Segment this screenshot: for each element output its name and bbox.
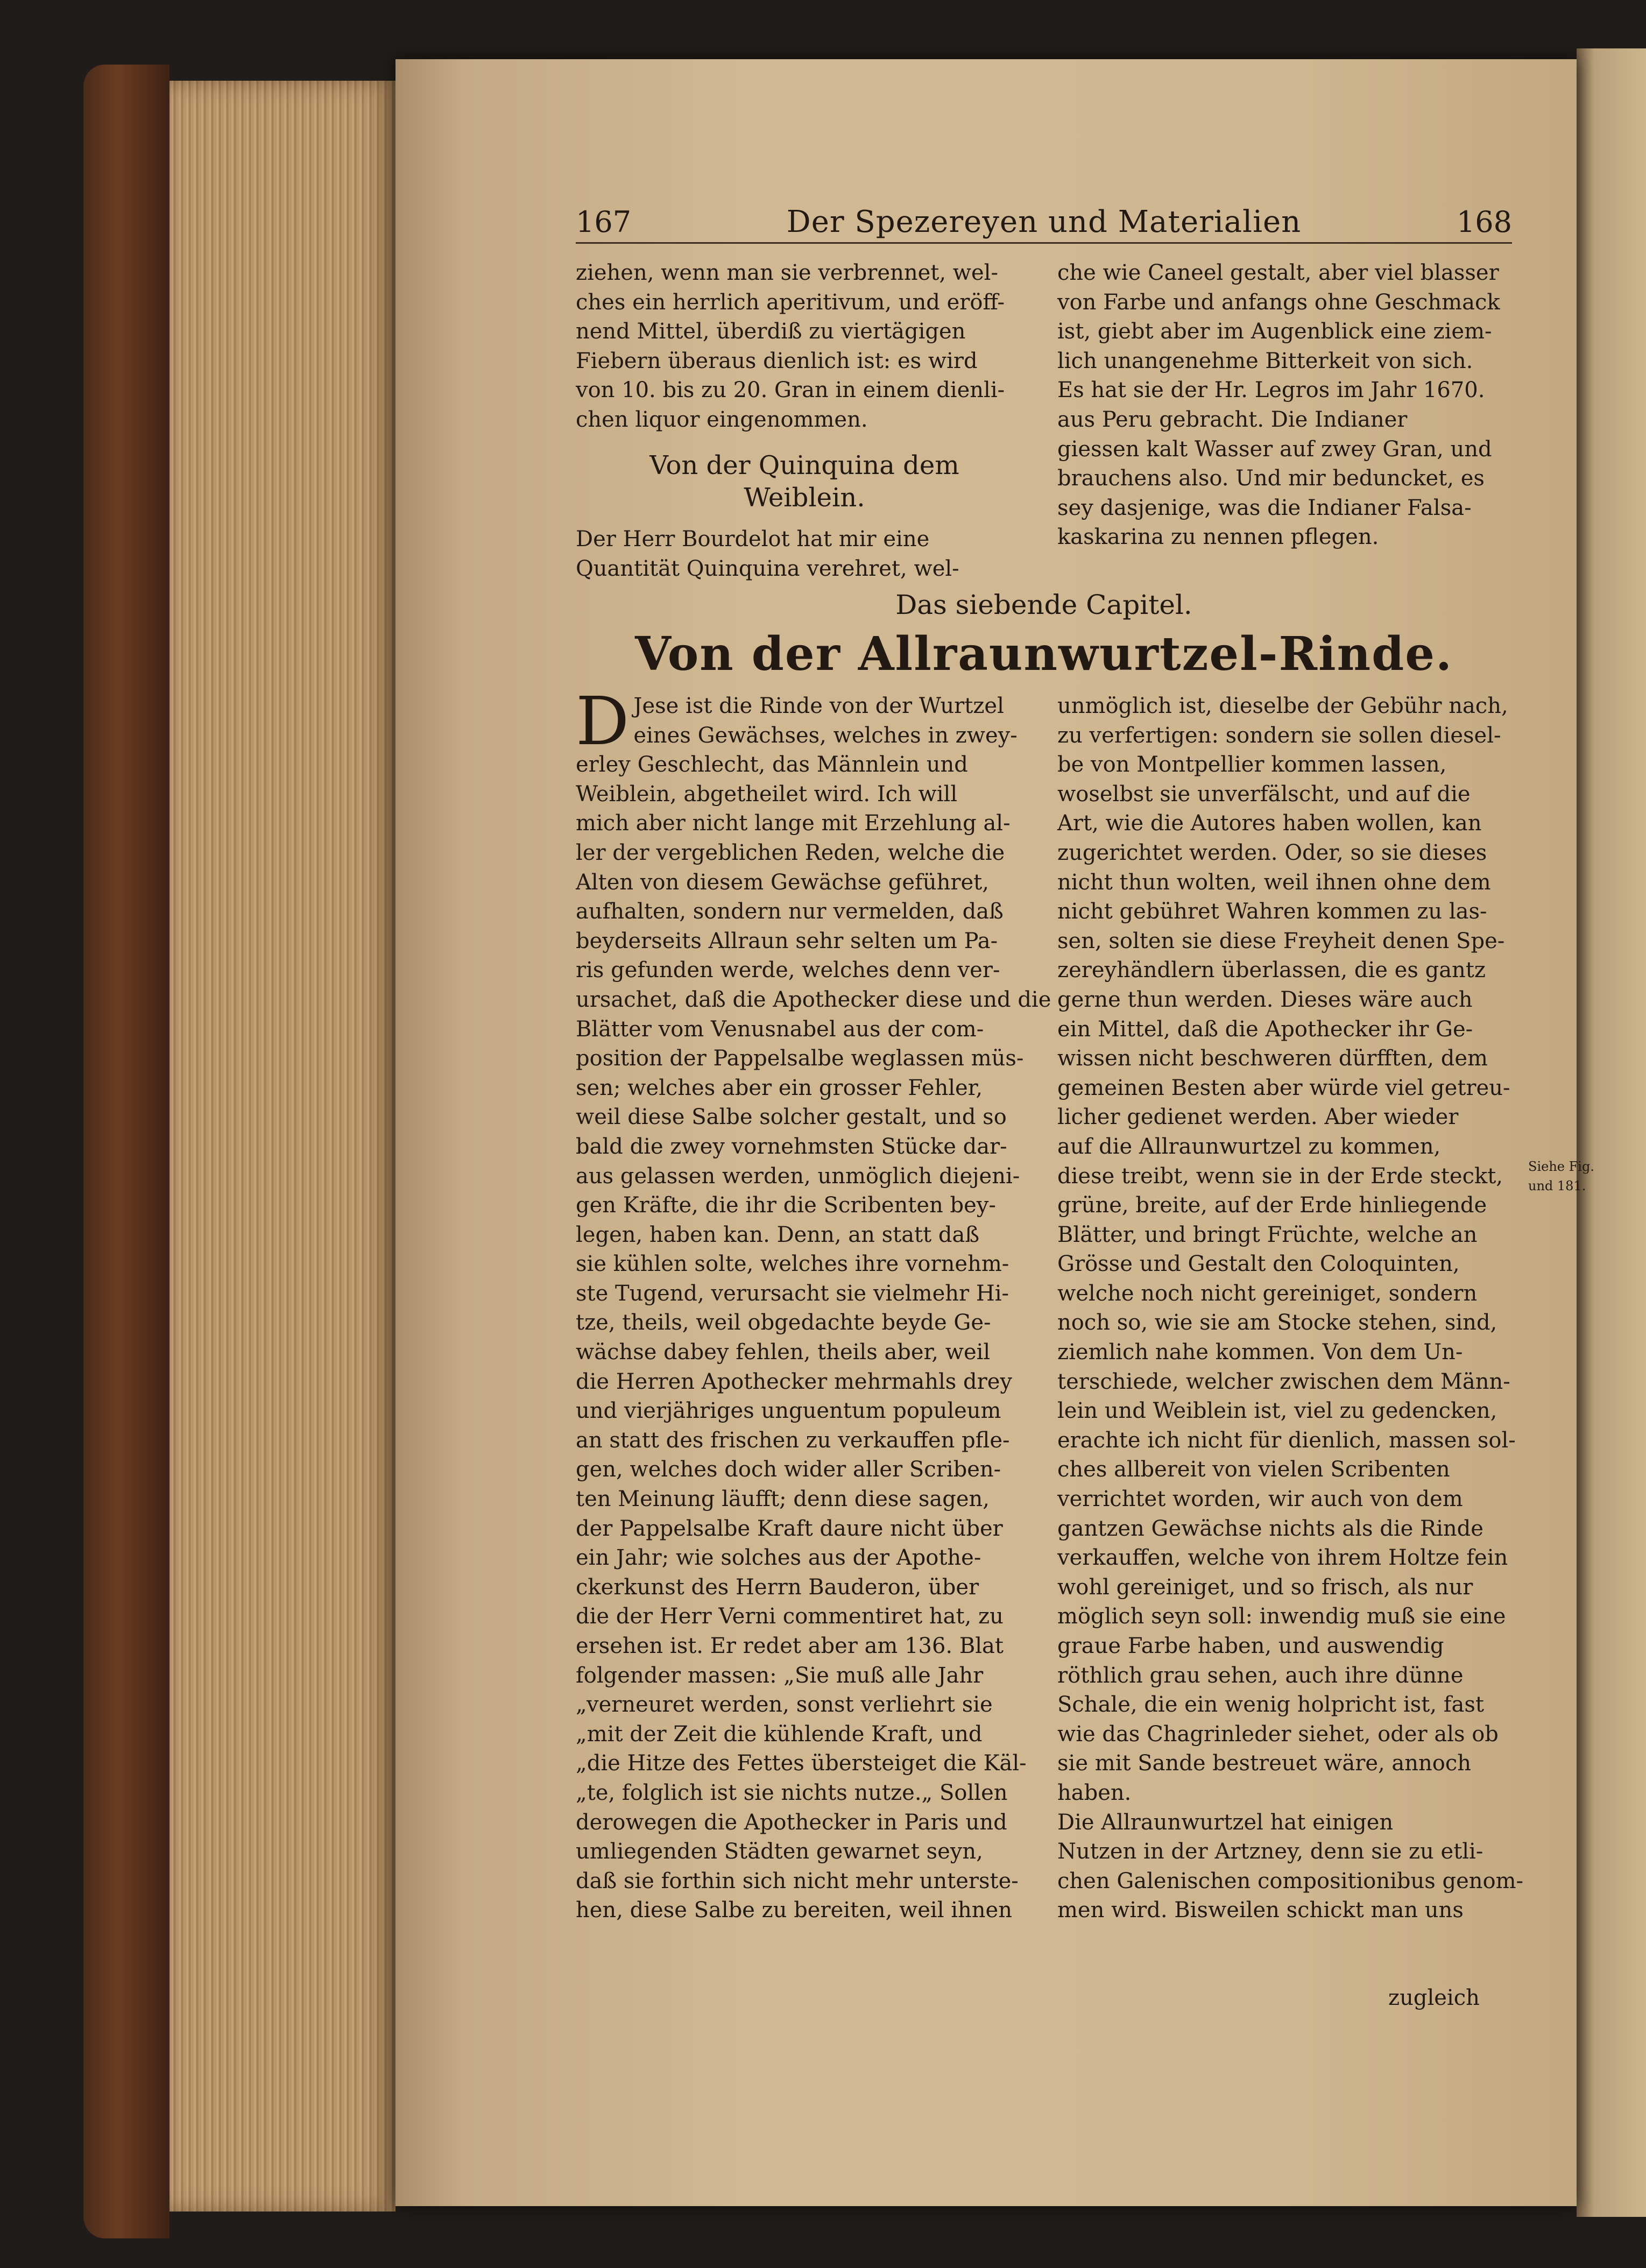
text-line: sen, solten sie diese Freyheit denen Spe- bbox=[1057, 928, 1505, 953]
text-line: gen, welches doch wider aller Scriben- bbox=[576, 1457, 1001, 1482]
text-line: wissen nicht beschweren dürfften, dem bbox=[1057, 1046, 1488, 1071]
text-line: nicht gebühret Wahren kommen zu las- bbox=[1057, 899, 1487, 924]
text-line: „te, folglich ist sie nichts nutze.„ Sollen bbox=[576, 1780, 1008, 1805]
text-line: daß sie forthin sich nicht mehr unterste- bbox=[576, 1868, 1019, 1893]
text-line: Es hat sie der Hr. Legros im Jahr 1670. bbox=[1057, 378, 1485, 403]
text-line: brauchens also. Und mir beduncket, es bbox=[1057, 466, 1485, 491]
text-line: Grösse und Gestalt den Coloquinten, bbox=[1057, 1252, 1460, 1277]
text-line: ziemlich nahe kommen. Von dem Un- bbox=[1057, 1340, 1463, 1365]
page-number-right: 168 bbox=[1456, 205, 1512, 239]
top-left-column bbox=[576, 258, 1033, 435]
top-right-column bbox=[1057, 258, 1515, 552]
section-title: Von der Allraunwurtzel-Rinde. bbox=[635, 627, 1453, 681]
book-cover-edge bbox=[83, 65, 169, 2238]
text-line: „mit der Zeit die kühlende Kraft, und bbox=[576, 1721, 983, 1747]
text-line: Nutzen in der Artzney, denn sie zu etli- bbox=[1057, 1839, 1483, 1864]
text-line: Quantität Quinquina verehret, wel- bbox=[576, 556, 959, 581]
text-line: aus gelassen werden, unmöglich diejeni- bbox=[576, 1163, 1020, 1189]
text-line: verkauffen, welche von ihrem Holtze fein bbox=[1057, 1545, 1508, 1571]
text-line: wie das Chagrinleder siehet, oder als ob bbox=[1057, 1721, 1499, 1747]
text-line: von 10. bis zu 20. Gran in einem dienli- bbox=[576, 378, 1005, 403]
subheading-line: Weiblein. bbox=[744, 483, 865, 513]
subheading-line: Von der Quinquina dem bbox=[649, 450, 959, 481]
text-line: che wie Caneel gestalt, aber viel blasser bbox=[1057, 260, 1499, 285]
text-line: ein Mittel, daß die Apothecker ihr Ge- bbox=[1057, 1016, 1473, 1042]
text-line: zu verfertigen: sondern sie sollen diesel- bbox=[1057, 723, 1501, 748]
text-line: Fiebern überaus dienlich ist: es wird bbox=[576, 348, 978, 373]
text-line: umliegenden Städten gewarnet seyn, bbox=[576, 1839, 983, 1864]
text-line: ches ein herrlich aperitivum, und eröff- bbox=[576, 289, 1005, 315]
text-line: erley Geschlecht, das Männlein und bbox=[576, 752, 968, 778]
text-line: möglich seyn soll: inwendig muß sie eine bbox=[1057, 1604, 1506, 1629]
text-line: der Pappelsalbe Kraft daure nicht über bbox=[576, 1516, 1003, 1541]
text-line: röthlich grau sehen, auch ihre dünne bbox=[1057, 1663, 1464, 1688]
text-line: „die Hitze des Fettes übersteiget die Käl- bbox=[576, 1751, 1027, 1776]
text-line: chen liquor eingenommen. bbox=[576, 407, 868, 432]
text-line: weil diese Salbe solcher gestalt, und so bbox=[576, 1105, 1007, 1130]
text-line: zugerichtet werden. Oder, so sie dieses bbox=[1057, 840, 1487, 865]
running-title: Der Spezereyen und Materialien bbox=[786, 204, 1302, 239]
text-line: lein und Weiblein ist, viel zu gedencken, bbox=[1057, 1398, 1497, 1424]
top-left-column-continued bbox=[576, 525, 1033, 583]
text-line: giessen kalt Wasser auf zwey Gran, und bbox=[1057, 436, 1492, 462]
text-line: ste Tugend, verursacht sie vielmehr Hi- bbox=[576, 1281, 1009, 1306]
text-line: beyderseits Allraun sehr selten um Pa- bbox=[576, 928, 998, 953]
text-line: Jese ist die Rinde von der Wurtzel bbox=[633, 694, 1004, 718]
text-line: ziehen, wenn man sie verbrennet, wel- bbox=[576, 260, 998, 285]
text-line: unmöglich ist, dieselbe der Gebühr nach, bbox=[1057, 694, 1508, 718]
drop-cap: D bbox=[576, 683, 630, 760]
text-line: Blätter vom Venusnabel aus der com- bbox=[576, 1016, 984, 1042]
text-line: woselbst sie unverfälscht, und auf die bbox=[1057, 781, 1471, 807]
text-line: bald die zwey vornehmsten Stücke dar- bbox=[576, 1134, 1007, 1159]
text-line: ten Meinung läufft; denn diese sagen, bbox=[576, 1487, 990, 1512]
text-line: sey dasjenige, was die Indianer Falsa- bbox=[1057, 495, 1472, 520]
text-line: ein Jahr; wie solches aus der Apothe- bbox=[576, 1545, 981, 1571]
text-line: Blätter, und bringt Früchte, welche an bbox=[1057, 1222, 1478, 1247]
text-line: licher gedienet werden. Aber wieder bbox=[1057, 1105, 1459, 1130]
catchword: zugleich bbox=[1388, 1986, 1480, 2010]
text-line: Der Herr Bourdelot hat mir eine bbox=[576, 527, 930, 552]
body-left-column bbox=[576, 683, 1051, 1925]
page-number-left: 167 bbox=[576, 205, 632, 239]
text-line: nicht thun wolten, weil ihnen ohne dem bbox=[1057, 870, 1491, 895]
text-line: ursachet, daß die Apothecker diese und die bbox=[576, 987, 1051, 1012]
text-line: position der Pappelsalbe weglassen müs- bbox=[576, 1046, 1024, 1071]
chapter-heading: Das siebende Capitel. bbox=[895, 589, 1192, 620]
text-line: die Herren Apothecker mehrmahls drey bbox=[576, 1369, 1013, 1394]
text-line: gen Kräfte, die ihr die Scribenten bey- bbox=[576, 1193, 996, 1218]
text-line: grüne, breite, auf der Erde hinliegende bbox=[1057, 1193, 1487, 1218]
text-line: gantzen Gewächse nichts als die Rinde bbox=[1057, 1516, 1483, 1541]
text-line: aus Peru gebracht. Die Indianer bbox=[1057, 407, 1408, 432]
text-line: diese treibt, wenn sie in der Erde steckt, bbox=[1057, 1163, 1503, 1189]
text-line: welche noch nicht gereiniget, sondern bbox=[1057, 1281, 1478, 1306]
text-line: noch so, wie sie am Stocke stehen, sind, bbox=[1057, 1310, 1497, 1336]
text-line: chen Galenischen compositionibus genom- bbox=[1057, 1868, 1524, 1893]
text-line: erachte ich nicht für dienlich, massen sol- bbox=[1057, 1428, 1516, 1453]
text-line: haben. bbox=[1057, 1780, 1132, 1805]
text-line: be von Montpellier kommen lassen, bbox=[1057, 752, 1447, 778]
text-line: „verneuret werden, sonst verliehrt sie bbox=[576, 1692, 993, 1718]
margin-note bbox=[1528, 1157, 1594, 1196]
text-line: gemeinen Besten aber würde viel getreu- bbox=[1057, 1075, 1510, 1100]
text-line: graue Farbe haben, und auswendig bbox=[1057, 1634, 1444, 1658]
text-line: nend Mittel, überdiß zu viertägigen bbox=[576, 319, 966, 344]
section-subheading bbox=[576, 449, 1033, 514]
text-line: ist, giebt aber im Augenblick eine ziem- bbox=[1057, 319, 1492, 344]
text-line: Schale, die ein wenig holpricht ist, fast bbox=[1057, 1692, 1485, 1718]
text-line: sie kühlen solte, welches ihre vornehm- bbox=[576, 1252, 1009, 1277]
margin-note-line: Siehe Fig. bbox=[1528, 1159, 1594, 1174]
text-line: kaskarina zu nennen pflegen. bbox=[1057, 525, 1379, 550]
text-line: derowegen die Apothecker in Paris und bbox=[576, 1810, 1007, 1835]
facing-page-edge bbox=[1577, 48, 1646, 2217]
text-line: auf die Allraunwurtzel zu kommen, bbox=[1057, 1134, 1441, 1159]
text-line: wohl gereiniget, und so frisch, als nur bbox=[1057, 1574, 1473, 1600]
text-line: aufhalten, sondern nur vermelden, daß bbox=[576, 899, 1004, 924]
text-line: und vierjähriges unguentum populeum bbox=[576, 1398, 1001, 1424]
text-line: Art, wie die Autores haben wollen, kan bbox=[1057, 811, 1482, 836]
text-line: eines Gewächses, welches in zwey- bbox=[633, 723, 1018, 748]
text-line: an statt des frischen zu verkauffen pfle- bbox=[576, 1428, 1010, 1453]
text-line: mich aber nicht lange mit Erzehlung al- bbox=[576, 811, 1011, 836]
running-header bbox=[576, 204, 1512, 244]
text-line: verrichtet worden, wir auch von dem bbox=[1057, 1487, 1463, 1512]
text-line: folgender massen: „Sie muß alle Jahr bbox=[576, 1663, 984, 1688]
text-line: ersehen ist. Er redet aber am 136. Blat bbox=[576, 1634, 1004, 1658]
text-line: die der Herr Verni commentiret hat, zu bbox=[576, 1604, 1004, 1629]
margin-note-line: und 181. bbox=[1528, 1178, 1586, 1193]
text-line: ckerkunst des Herrn Bauderon, über bbox=[576, 1574, 979, 1600]
text-line: ches allbereit von vielen Scribenten bbox=[1057, 1457, 1450, 1482]
text-line: hen, diese Salbe zu bereiten, weil ihnen bbox=[576, 1898, 1012, 1923]
text-line: terschiede, welcher zwischen dem Männ- bbox=[1057, 1369, 1510, 1394]
text-line: gerne thun werden. Dieses wäre auch bbox=[1057, 987, 1473, 1012]
text-line: Die Allraunwurtzel hat einigen bbox=[1057, 1810, 1394, 1835]
text-line: von Farbe und anfangs ohne Geschmack bbox=[1057, 289, 1500, 315]
text-line: wächse dabey fehlen, theils aber, weil bbox=[576, 1340, 991, 1365]
text-line: zereyhändlern überlassen, die es gantz bbox=[1057, 958, 1486, 983]
text-line: Weiblein, abgetheilet wird. Ich will bbox=[576, 781, 958, 807]
page-block-edges bbox=[169, 81, 395, 2212]
text-line: sie mit Sande bestreuet wäre, annoch bbox=[1057, 1751, 1472, 1776]
text-line: men wird. Bisweilen schickt man uns bbox=[1057, 1898, 1464, 1923]
body-right-column bbox=[1057, 691, 1524, 1925]
text-line: ler der vergeblichen Reden, welche die bbox=[576, 840, 1005, 865]
text-line: legen, haben kan. Denn, an statt daß bbox=[576, 1222, 980, 1247]
text-line: tze, theils, weil obgedachte beyde Ge- bbox=[576, 1310, 991, 1336]
text-line: lich unangenehme Bitterkeit von sich. bbox=[1057, 348, 1473, 373]
text-line: ris gefunden werde, welches denn ver- bbox=[576, 958, 1000, 983]
text-line: Alten von diesem Gewächse geführet, bbox=[576, 870, 989, 895]
text-line: sen; welches aber ein grosser Fehler, bbox=[576, 1075, 983, 1100]
